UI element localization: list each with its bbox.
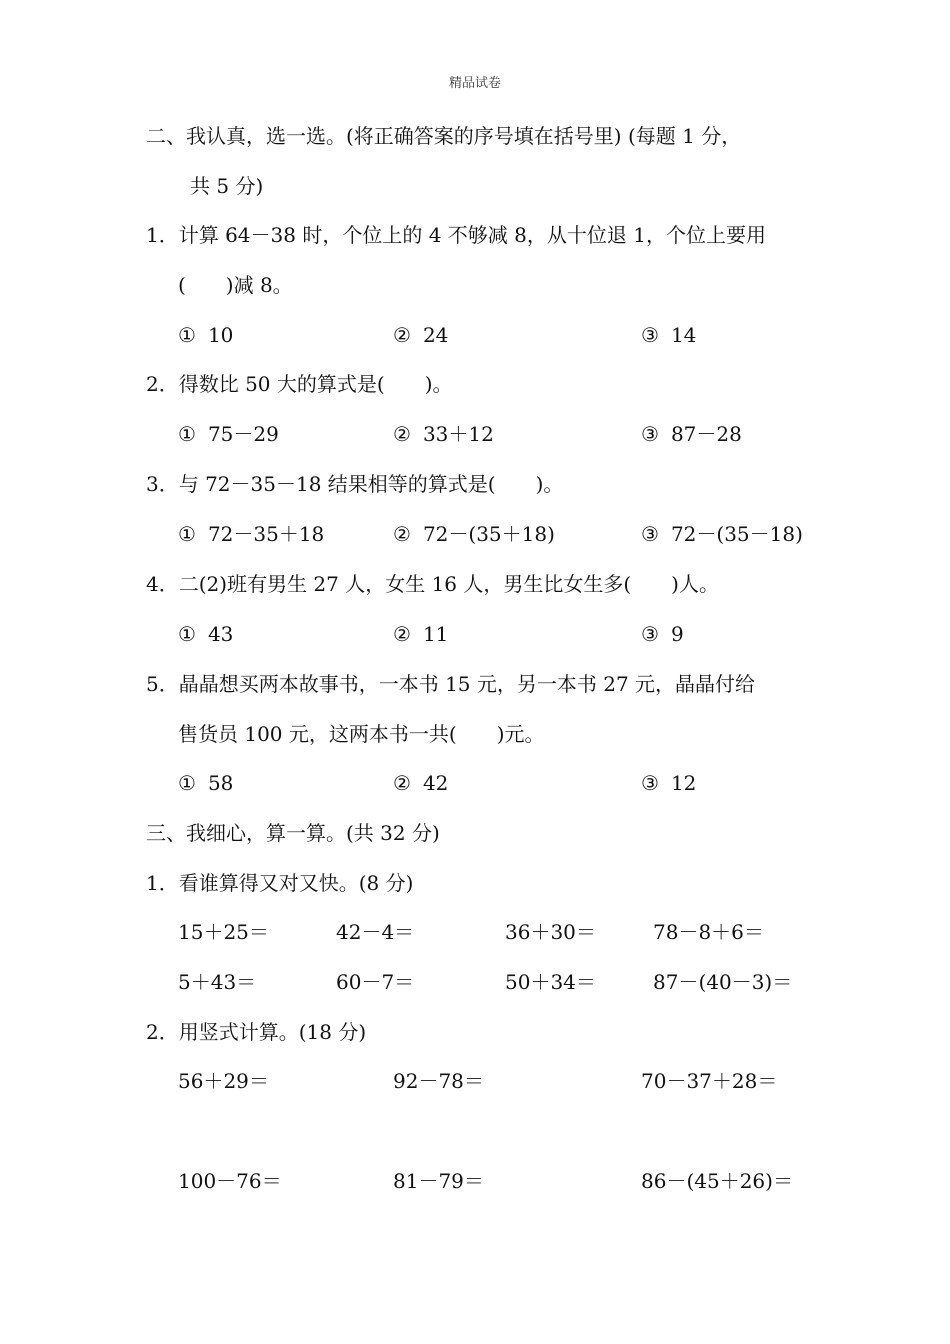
option-mark: ② xyxy=(393,323,411,347)
option-text: 72－35＋18 xyxy=(207,522,325,546)
question-5-line1: 5．晶晶想买两本故事书，一本书 15 元，另一本书 27 元，晶晶付给 xyxy=(146,672,756,696)
option-text: 12 xyxy=(670,771,697,795)
option-text: 43 xyxy=(207,622,234,646)
q1-option-2 xyxy=(393,321,448,349)
q2-option-1 xyxy=(178,420,279,448)
section2-title-line1: 二、我认真，选一选。(将正确答案的序号填在括号里) (每题 1 分， xyxy=(146,124,742,148)
section3-part2-title: 2．用竖式计算。(18 分) xyxy=(146,1020,367,1044)
option-text: 87－28 xyxy=(670,422,742,446)
option-mark: ② xyxy=(393,622,411,646)
oral-calc-item: 78－8＋6＝ xyxy=(653,920,764,944)
oral-calc-item: 5＋43＝ xyxy=(178,970,257,994)
q1-option-1 xyxy=(178,321,233,349)
q3-option-2 xyxy=(393,520,555,548)
oral-calc-item: 15＋25＝ xyxy=(178,920,269,944)
option-mark: ③ xyxy=(641,622,659,646)
option-text: 72－(35－18) xyxy=(670,522,803,546)
question-1-line2: ( )减 8。 xyxy=(178,273,293,297)
vertical-calc-item: 100－76＝ xyxy=(178,1169,282,1193)
option-text: 10 xyxy=(207,323,234,347)
page-header: 精品试卷 xyxy=(448,76,501,91)
option-text: 24 xyxy=(422,323,449,347)
oral-calc-item: 36＋30＝ xyxy=(505,920,596,944)
section2-title-line2: 共 5 分) xyxy=(190,174,264,198)
option-text: 14 xyxy=(670,323,697,347)
option-mark: ② xyxy=(393,422,411,446)
option-text: 58 xyxy=(207,771,234,795)
section3-title: 三、我细心，算一算。(共 32 分) xyxy=(146,821,440,845)
q3-option-3 xyxy=(641,520,803,548)
option-text: 9 xyxy=(670,622,684,646)
option-text: 42 xyxy=(422,771,449,795)
option-text: 11 xyxy=(422,622,449,646)
vertical-calc-item: 70－37＋28＝ xyxy=(641,1069,778,1093)
option-mark: ① xyxy=(178,323,196,347)
question-1-line1: 1．计算 64－38 时，个位上的 4 不够减 8，从十位退 1，个位上要用 xyxy=(146,223,766,247)
oral-calc-item: 60－7＝ xyxy=(336,970,415,994)
option-mark: ③ xyxy=(641,323,659,347)
q2-option-3 xyxy=(641,420,742,448)
q5-option-3 xyxy=(641,769,696,797)
q4-option-1 xyxy=(178,620,233,648)
option-mark: ③ xyxy=(641,422,659,446)
option-mark: ① xyxy=(178,522,196,546)
option-mark: ② xyxy=(393,771,411,795)
q1-option-3 xyxy=(641,321,696,349)
option-text: 72－(35＋18) xyxy=(422,522,555,546)
option-mark: ① xyxy=(178,622,196,646)
question-3-line1: 3．与 72－35－18 结果相等的算式是( )。 xyxy=(146,472,564,496)
vertical-calc-item: 81－79＝ xyxy=(393,1169,484,1193)
oral-calc-item: 42－4＝ xyxy=(336,920,415,944)
question-5-line2: 售货员 100 元，这两本书一共( )元。 xyxy=(178,722,545,746)
oral-calc-item: 50＋34＝ xyxy=(505,970,596,994)
option-mark: ① xyxy=(178,771,196,795)
vertical-calc-item: 56＋29＝ xyxy=(178,1069,269,1093)
q2-option-2 xyxy=(393,420,494,448)
vertical-calc-item: 92－78＝ xyxy=(393,1069,484,1093)
vertical-calc-item: 86－(45＋26)＝ xyxy=(641,1169,793,1193)
oral-calc-item: 87－(40－3)＝ xyxy=(653,970,793,994)
option-mark: ① xyxy=(178,422,196,446)
q5-option-2 xyxy=(393,769,448,797)
q4-option-3 xyxy=(641,620,684,648)
section3-part1-title: 1．看谁算得又对又快。(8 分) xyxy=(146,871,414,895)
question-2-line1: 2．得数比 50 大的算式是( )。 xyxy=(146,372,453,396)
option-text: 33＋12 xyxy=(422,422,494,446)
option-mark: ② xyxy=(393,522,411,546)
q4-option-2 xyxy=(393,620,448,648)
option-mark: ③ xyxy=(641,522,659,546)
q3-option-1 xyxy=(178,520,324,548)
question-4-line1: 4．二(2)班有男生 27 人，女生 16 人，男生比女生多( )人。 xyxy=(146,572,719,596)
option-text: 75－29 xyxy=(207,422,279,446)
q5-option-1 xyxy=(178,769,233,797)
option-mark: ③ xyxy=(641,771,659,795)
